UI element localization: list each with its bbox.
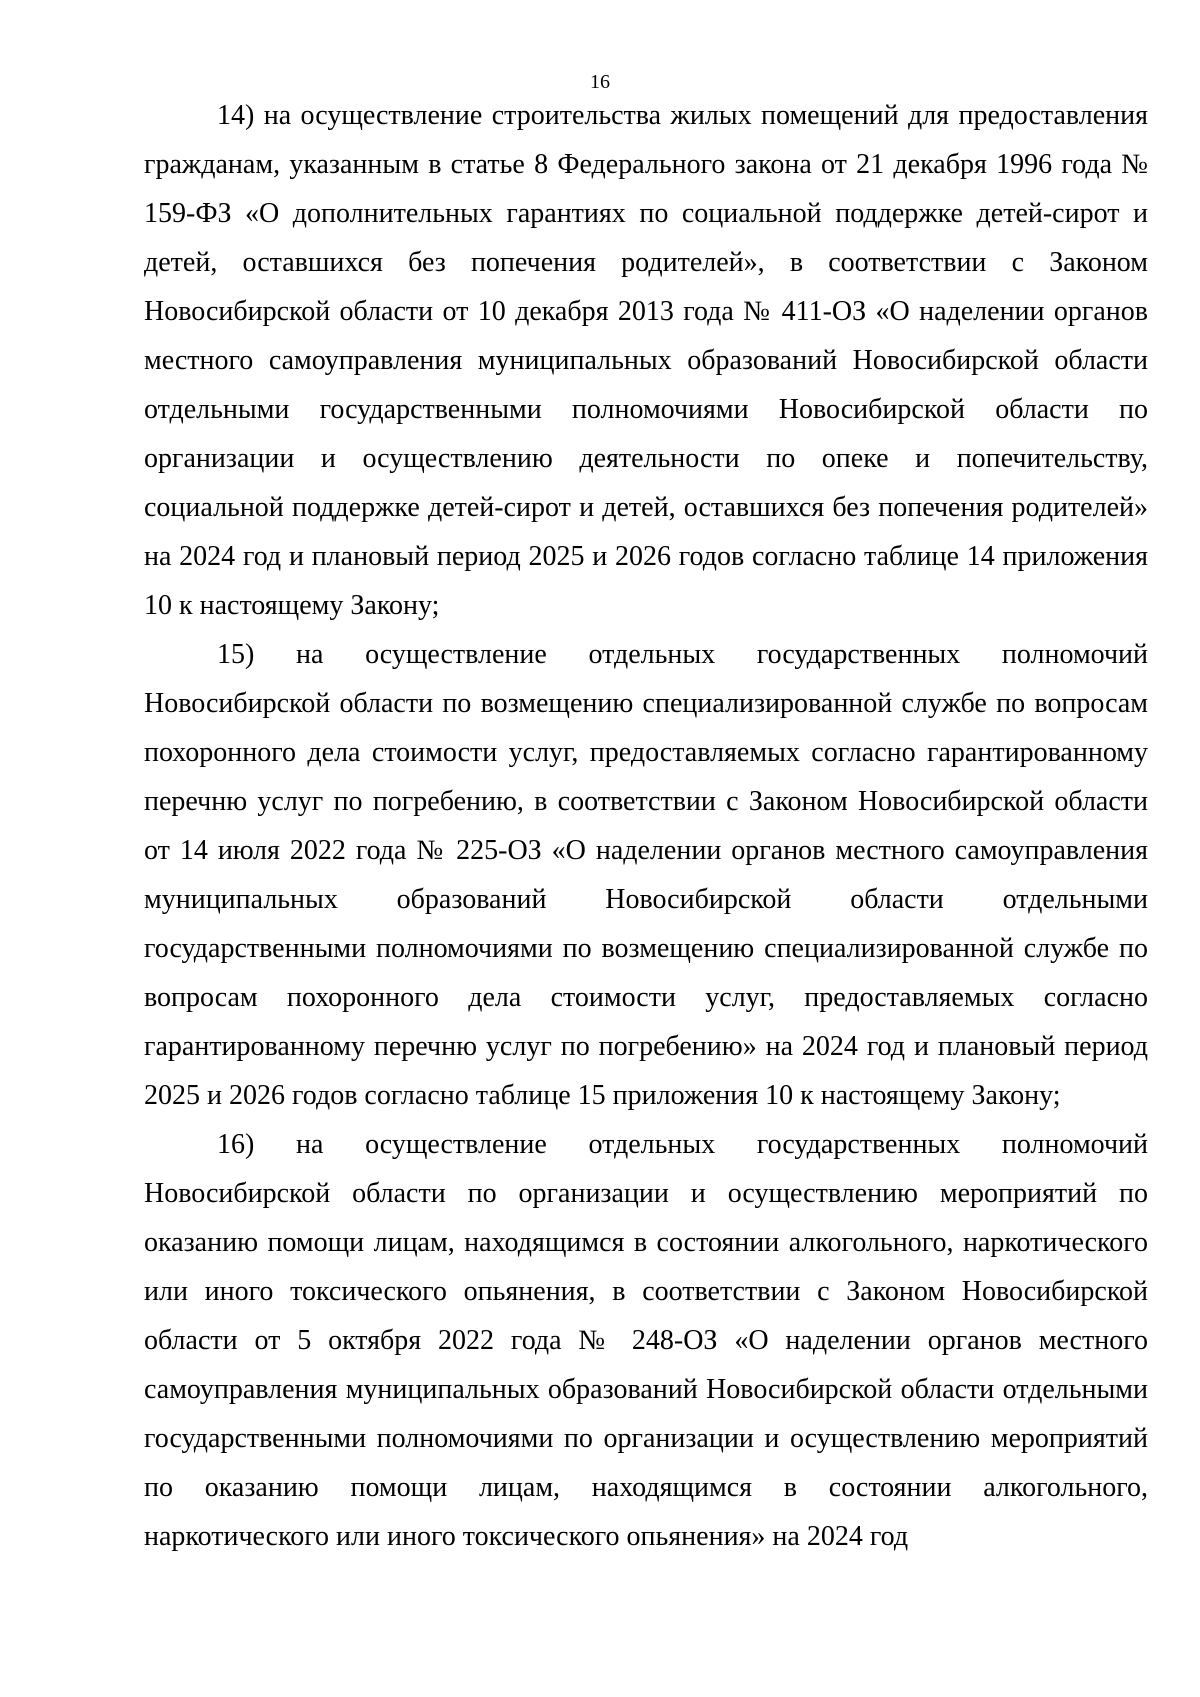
page-number: 16 xyxy=(590,71,610,93)
paragraph-item-15: 15) на осуществление отдельных государственных полномочий Новосибирской области по возмещению специализированной службе по вопросам похоронного дела стоимости услуг, предоставляемых согласно гарантированному перечню услуг по погребению, в соответствии с Законом Новосибирской области от 14 июля 2022 года № 225-ОЗ «О наделении органов местного самоуправления муниципальных образований Новосибирской области отдельными государственными полномочиями по возмещению специализированной службе по вопросам похоронного дела стоимости услуг, предоставляемых согласно гарантированному перечню услуг по погребению» на 2024 год и плановый период 2025 и 2026 годов согласно таблице 15 приложения 10 к настоящему Закону; xyxy=(144,639,1148,1111)
paragraph-item-14: 14) на осуществление строительства жилых помещений для предоставления гражданам, указанным в статье 8 Федерального закона от 21 декабря 1996 года № 159-ФЗ «О дополнительных гарантиях по социальной поддержке детей-сирот и детей, оставшихся без попечения родителей», в соответствии с Законом Новосибирской области от 10 декабря 2013 года № 411-ОЗ «О наделении органов местного самоуправления муниципальных образований Новосибирской области отдельными государственными полномочиями Новосибирской области по организации и осуществлению деятельности по опеке и попечительству, социальной поддержке детей-сирот и детей, оставшихся без попечения родителей» на 2024 год и плановый период 2025 и 2026 годов согласно таблице 14 приложения 10 к настоящему Закону; xyxy=(144,100,1148,621)
document-body xyxy=(144,91,1148,1561)
paragraph-item-16: 16) на осуществление отдельных государственных полномочий Новосибирской области по организации и осуществлению мероприятий по оказанию помощи лицам, находящимся в состоянии алкогольного, наркотического или иного токсического опьянения, в соответствии с Законом Новосибирской области от 5 октября 2022 года № 248-ОЗ «О наделении органов местного самоуправления муниципальных образований Новосибирской области отдельными государственными полномочиями по организации и осуществлению мероприятий по оказанию помощи лицам, находящимся в состоянии алкогольного, наркотического или иного токсического опьянения» на 2024 год xyxy=(144,1129,1148,1552)
